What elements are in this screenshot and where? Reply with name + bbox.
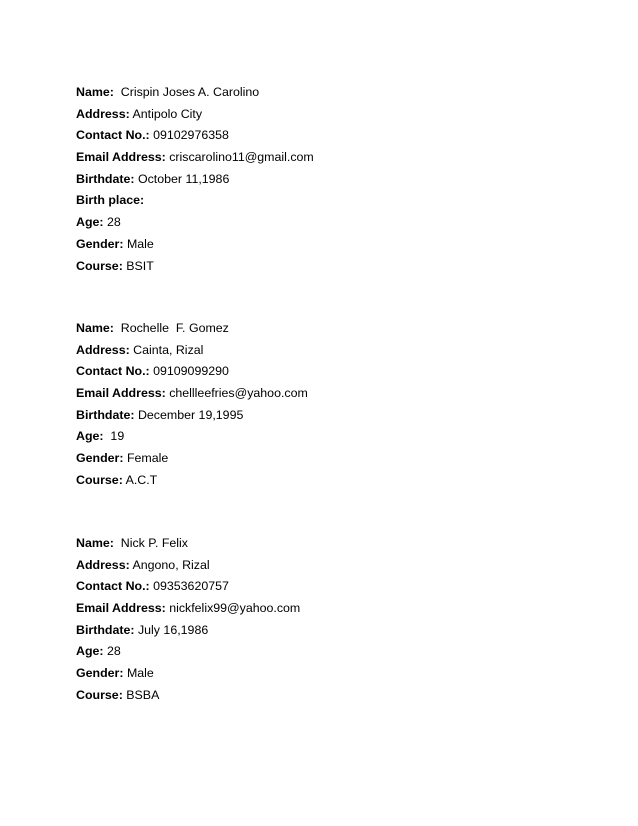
email-label: Email Address:: [76, 386, 166, 401]
age-value: 19: [103, 429, 125, 444]
course-row: [76, 685, 596, 707]
student-record-3: [76, 533, 596, 707]
email-row: [76, 147, 596, 169]
age-label: Age:: [76, 215, 104, 230]
gender-row: [76, 663, 596, 685]
birthdate-row: [76, 405, 596, 427]
address-value: Cainta, Rizal: [129, 342, 204, 357]
gender-label: Gender:: [76, 666, 124, 681]
email-row: [76, 598, 596, 620]
birthdate-label: Birthdate:: [76, 407, 135, 422]
course-label: Course:: [76, 472, 123, 487]
course-value: BSIT: [122, 258, 154, 273]
address-value: Antipolo City: [129, 106, 203, 121]
email-label: Email Address:: [76, 150, 166, 165]
contact-label: Contact No.:: [76, 128, 150, 143]
name-label: Name:: [76, 536, 114, 550]
course-row: [76, 256, 596, 278]
email-value: criscarolino11@gmail.com: [165, 150, 314, 165]
name-value: Nick P. Felix: [113, 536, 189, 550]
birthdate-row: [76, 169, 596, 191]
age-label: Age:: [76, 429, 104, 444]
name-label: Name:: [76, 321, 114, 335]
age-row: [76, 212, 596, 234]
birthdate-value: October 11,1986: [134, 171, 230, 186]
contact-row: [76, 125, 596, 147]
email-value: chellleefries@yahoo.com: [165, 386, 308, 401]
age-row: [76, 641, 596, 663]
name-row: [76, 82, 596, 104]
address-row: [76, 104, 596, 126]
birthdate-label: Birthdate:: [76, 622, 135, 637]
gender-value: Male: [123, 666, 154, 681]
address-row: [76, 555, 596, 577]
gender-value: Male: [123, 236, 154, 251]
course-value: BSBA: [122, 687, 160, 702]
age-value: 28: [103, 644, 121, 659]
contact-value: 09109099290: [149, 364, 229, 379]
student-record-1: [76, 82, 596, 277]
contact-value: 09102976358: [149, 128, 229, 143]
birthplace-label: Birth place:: [76, 193, 145, 208]
contact-label: Contact No.:: [76, 364, 150, 379]
name-value: Rochelle F. Gomez: [113, 321, 229, 335]
name-row: [76, 318, 596, 340]
student-record-2: [76, 318, 596, 492]
contact-label: Contact No.:: [76, 579, 150, 594]
email-row: [76, 383, 596, 405]
birthdate-label: Birthdate:: [76, 171, 135, 186]
birthplace-row: [76, 190, 596, 212]
name-row: [76, 533, 596, 555]
gender-label: Gender:: [76, 236, 124, 251]
name-label: Name:: [76, 85, 114, 99]
age-label: Age:: [76, 644, 104, 659]
address-label: Address:: [76, 106, 130, 121]
course-label: Course:: [76, 687, 123, 702]
address-value: Angono, Rizal: [129, 557, 210, 572]
gender-row: [76, 234, 596, 256]
gender-row: [76, 448, 596, 470]
address-row: [76, 340, 596, 362]
course-label: Course:: [76, 258, 123, 273]
name-value: Crispin Joses A. Carolino: [113, 85, 260, 99]
birthdate-value: December 19,1995: [134, 407, 244, 422]
course-row: [76, 470, 596, 492]
birthdate-value: July 16,1986: [134, 622, 209, 637]
age-row: [76, 426, 596, 448]
email-value: nickfelix99@yahoo.com: [165, 601, 301, 616]
address-label: Address:: [76, 557, 130, 572]
gender-value: Female: [123, 451, 169, 466]
contact-row: [76, 361, 596, 383]
contact-value: 09353620757: [149, 579, 229, 594]
gender-label: Gender:: [76, 451, 124, 466]
age-value: 28: [103, 215, 121, 230]
birthdate-row: [76, 620, 596, 642]
email-label: Email Address:: [76, 601, 166, 616]
course-value: A.C.T: [122, 472, 158, 487]
address-label: Address:: [76, 342, 130, 357]
contact-row: [76, 576, 596, 598]
